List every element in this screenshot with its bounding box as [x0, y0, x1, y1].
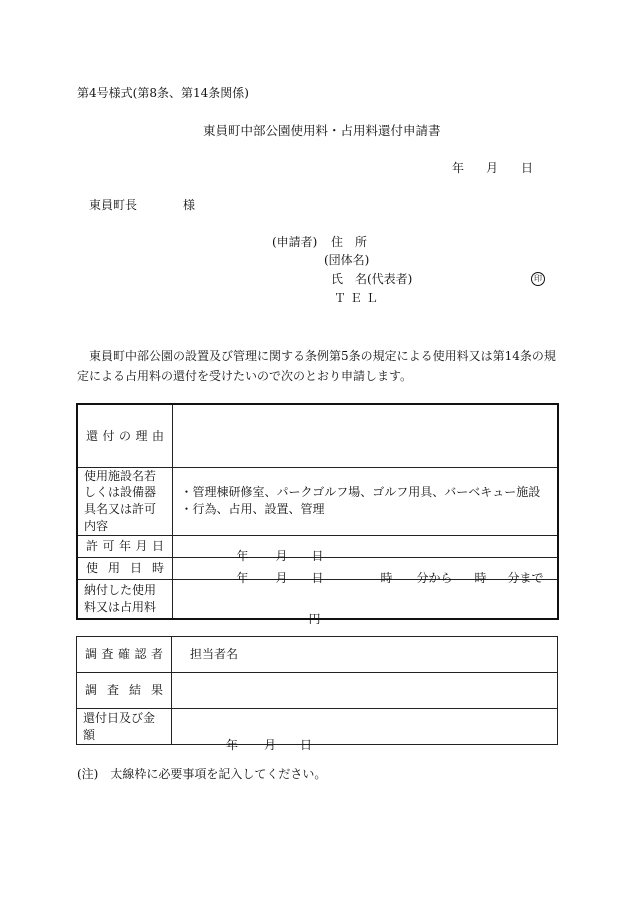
use-date-row: 使 用 日 時 年 月 日 時 分から 時 分まで — [77, 557, 558, 579]
checker-value: 担当者名 — [172, 637, 558, 673]
checker-row: 調 査 確 認 者 担当者名 — [77, 637, 558, 673]
facility-item: ・行為、占用、設置、管理 — [180, 502, 325, 517]
paid-input[interactable]: 円 — [172, 579, 558, 619]
refund-value: 年 月 日 — [172, 709, 558, 745]
date-month: 月 — [486, 161, 499, 175]
reason-label: 還 — [86, 428, 99, 443]
addressee-name: 東員町長 — [89, 198, 138, 212]
reason-row: 還 付 の 理 由 — [77, 404, 558, 467]
facility-row — [77, 467, 558, 535]
addressee-honorific: 様 — [183, 198, 196, 212]
footnote: (注) 太線枠に必要事項を記入してください。 — [77, 767, 327, 781]
permit-date-input[interactable]: 年 月 日 — [172, 535, 558, 557]
permit-date-row: 許 可 年 月 日 年 月 日 — [77, 535, 558, 557]
application-table — [76, 403, 559, 626]
office-use-table — [76, 636, 558, 752]
form-number: 第4号様式(第8条、第14条関係) — [77, 86, 249, 100]
paid-row — [77, 579, 558, 619]
applicant-name-label: 氏 名(代表者) — [331, 272, 413, 286]
use-date-input[interactable]: 年 月 日 時 分から 時 分まで — [172, 557, 558, 579]
reason-input[interactable] — [172, 404, 558, 467]
result-row: 調 査 結 果 — [77, 673, 558, 709]
date-day: 日 — [521, 161, 534, 175]
applicant-group-label: (団体名) — [324, 253, 370, 267]
body-text-line-2: 定による占用料の還付を受けたいので次のとおり申請します。 — [77, 369, 413, 383]
applicant-address-label: 住 所 — [331, 235, 368, 249]
page-title: 東員町中部公園使用料・占用料還付申請書 — [203, 123, 441, 138]
result-value — [172, 673, 558, 709]
body-text-line-1: 東員町中部公園の設置及び管理に関する条例第5条の規定による使用料又は第14条の規 — [89, 349, 556, 363]
date-year: 年 — [452, 161, 465, 175]
facility-item: ・管理棟研修室、パークゴルフ場、ゴルフ用具、バーベキュー施設 — [180, 485, 541, 500]
facility-label: 使用施設名若しくは設備器具名又は許可内容 — [77, 467, 172, 535]
refund-row — [77, 709, 558, 745]
facility-content[interactable] — [172, 467, 558, 535]
refund-label: 還付日及び金額 — [77, 709, 172, 745]
seal-mark-icon: 印 — [531, 272, 545, 286]
applicant-tel-label: ＴＥＬ — [334, 291, 383, 305]
applicant-label: (申請者) — [272, 235, 318, 249]
paid-label: 納付した使用料又は占用料 — [77, 579, 172, 619]
